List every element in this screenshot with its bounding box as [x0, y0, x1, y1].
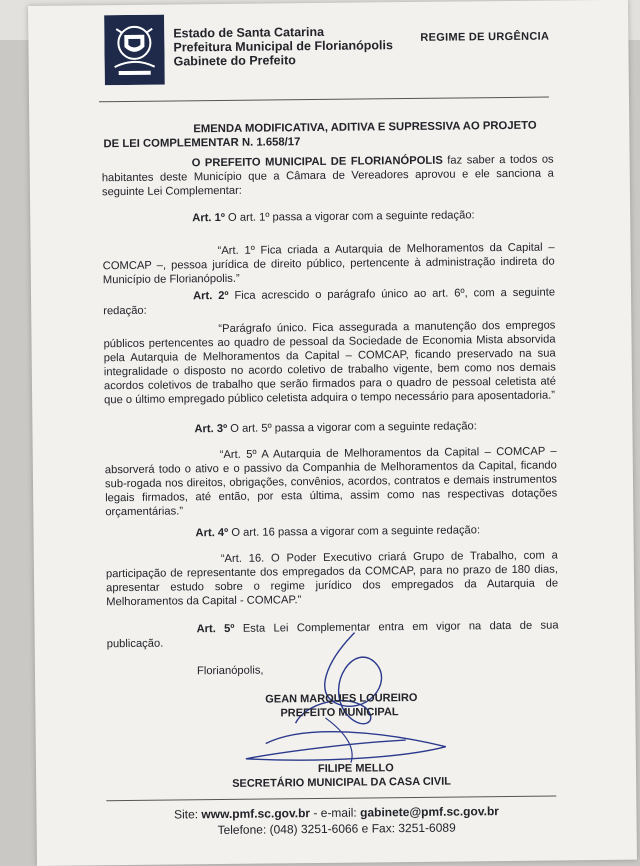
art2-quote: “Parágrafo único. Fica assegurada a manutenção dos empregos públicos pertencentes ao quadro de pessoal da Sociedade de Economia Mista absorvida pela Autarquia de Melhoramentos da Capital – COMCAP, ficando preservado na sua integralidade o disposto no acordo coletivo de trabalho vigente, bem como nos demais acordos coletivos de trabalho que serão firmados para o quadro de pessoal celetista até que o último empregado público celetista adquira o tempo necessário para aposentadoria.” — [103, 319, 557, 407]
title-line-2: DE LEI COMPLEMENTAR N. 1.658/17 — [103, 136, 301, 151]
secretary-role: SECRETÁRIO MUNICIPAL DA CASA CIVIL — [232, 775, 452, 790]
article-3 — [104, 418, 556, 437]
site-link[interactable]: www.pmf.sc.gov.br — [201, 806, 311, 822]
title-line-1: EMENDA MODIFICATIVA, ADITIVA E SUPRESSIVA AO PROJETO — [193, 119, 537, 136]
art4-label: Art. 4º — [195, 526, 229, 540]
article-1 — [102, 208, 554, 227]
article-4-quote — [106, 548, 559, 609]
mayor-role: PREFEITO MUNICIPAL — [280, 706, 399, 720]
article-2 — [103, 285, 555, 318]
art3-quote: “Art. 5º A Autarquia de Melhoramentos da Capital – COMCAP – absorverá todo o ativo e o passivo da Companhia de Melhoramentos da Capital, ficando sub-rogada nos direitos, obrigações, convênios, acordos, contratos e demais instrumentos legais firmados, até então, por esta última, assim como nas respectivas dotações orçamentárias.” — [104, 445, 558, 519]
article-2-quote — [103, 318, 556, 407]
coat-of-arms-icon — [104, 15, 165, 86]
art2-label: Art. 2º — [192, 289, 229, 303]
article-3-quote — [105, 444, 558, 519]
art1-text: O art. 1º passa a vigorar com a seguinte redação: — [224, 209, 475, 224]
office-name: Gabinete do Prefeito — [173, 53, 296, 69]
site-label: Site: — [173, 807, 202, 822]
mayor-name: GEAN MARQUES LOUREIRO — [265, 691, 418, 706]
art4-quote: “Art. 16. O Poder Executivo criará Grupo de Trabalho, com a participação de representante dos empregados da COMCAP, para no prazo de 180 dias, apresentar estudo sobre o regime jurídico dos empregados da Autarquia de Melhoramentos da Capital - COMCAP.” — [105, 549, 559, 609]
secretary-name: FILIPE MELLO — [317, 762, 394, 776]
article-4 — [105, 522, 557, 541]
document-title — [103, 119, 553, 152]
prefecture-name: Prefeitura Municipal de Florianópolis — [173, 38, 393, 55]
art1-label: Art. 1º — [192, 211, 225, 225]
intro-lead: O PREFEITO MUNICIPAL DE FLORIANÓPOLIS — [191, 154, 443, 170]
art4-text: O art. 16 passa a vigorar com a seguinte redação: — [228, 524, 481, 539]
place-date: Florianópolis, — [196, 664, 264, 678]
art3-label: Art. 3º — [194, 422, 228, 436]
article-1-quote — [103, 240, 555, 287]
letterhead — [173, 24, 393, 68]
art5-text: Esta Lei Complementar entra em vigor na data de sua publicação. — [106, 619, 559, 651]
email-label: - e-mail: — [309, 805, 361, 821]
urgency-label: REGIME DE URGÊNCIA — [420, 30, 550, 44]
art3-text: O art. 5º passa a vigorar com a seguinte redação: — [227, 420, 477, 435]
document-page — [28, 0, 637, 866]
art1-quote: “Art. 1º Fica criada a Autarquia de Melhoramentos da Capital – COMCAP –, pessoa jurídica de direito público, pertencente à administração indireta do Município de Florianópolis.” — [102, 241, 555, 287]
footer-phone: Telefone: (048) 3251-6066 e Fax: 3251-6089 — [217, 820, 456, 838]
intro-paragraph — [102, 153, 554, 200]
intro-text: faz saber a todos os habitantes deste Município que a Câmara de Vereadores aprovou e ele sanciona a seguinte Lei Complementar: — [101, 153, 554, 199]
footer-divider — [106, 796, 556, 802]
state-name: Estado de Santa Catarina — [173, 24, 325, 41]
header-divider — [99, 97, 549, 103]
art2-text: Fica acrescido o parágrafo único ao art. 6º, com a seguinte redação: — [103, 286, 556, 318]
email-link[interactable]: gabinete@pmf.sc.gov.br — [360, 804, 499, 820]
art5-label: Art. 5º — [196, 622, 235, 636]
